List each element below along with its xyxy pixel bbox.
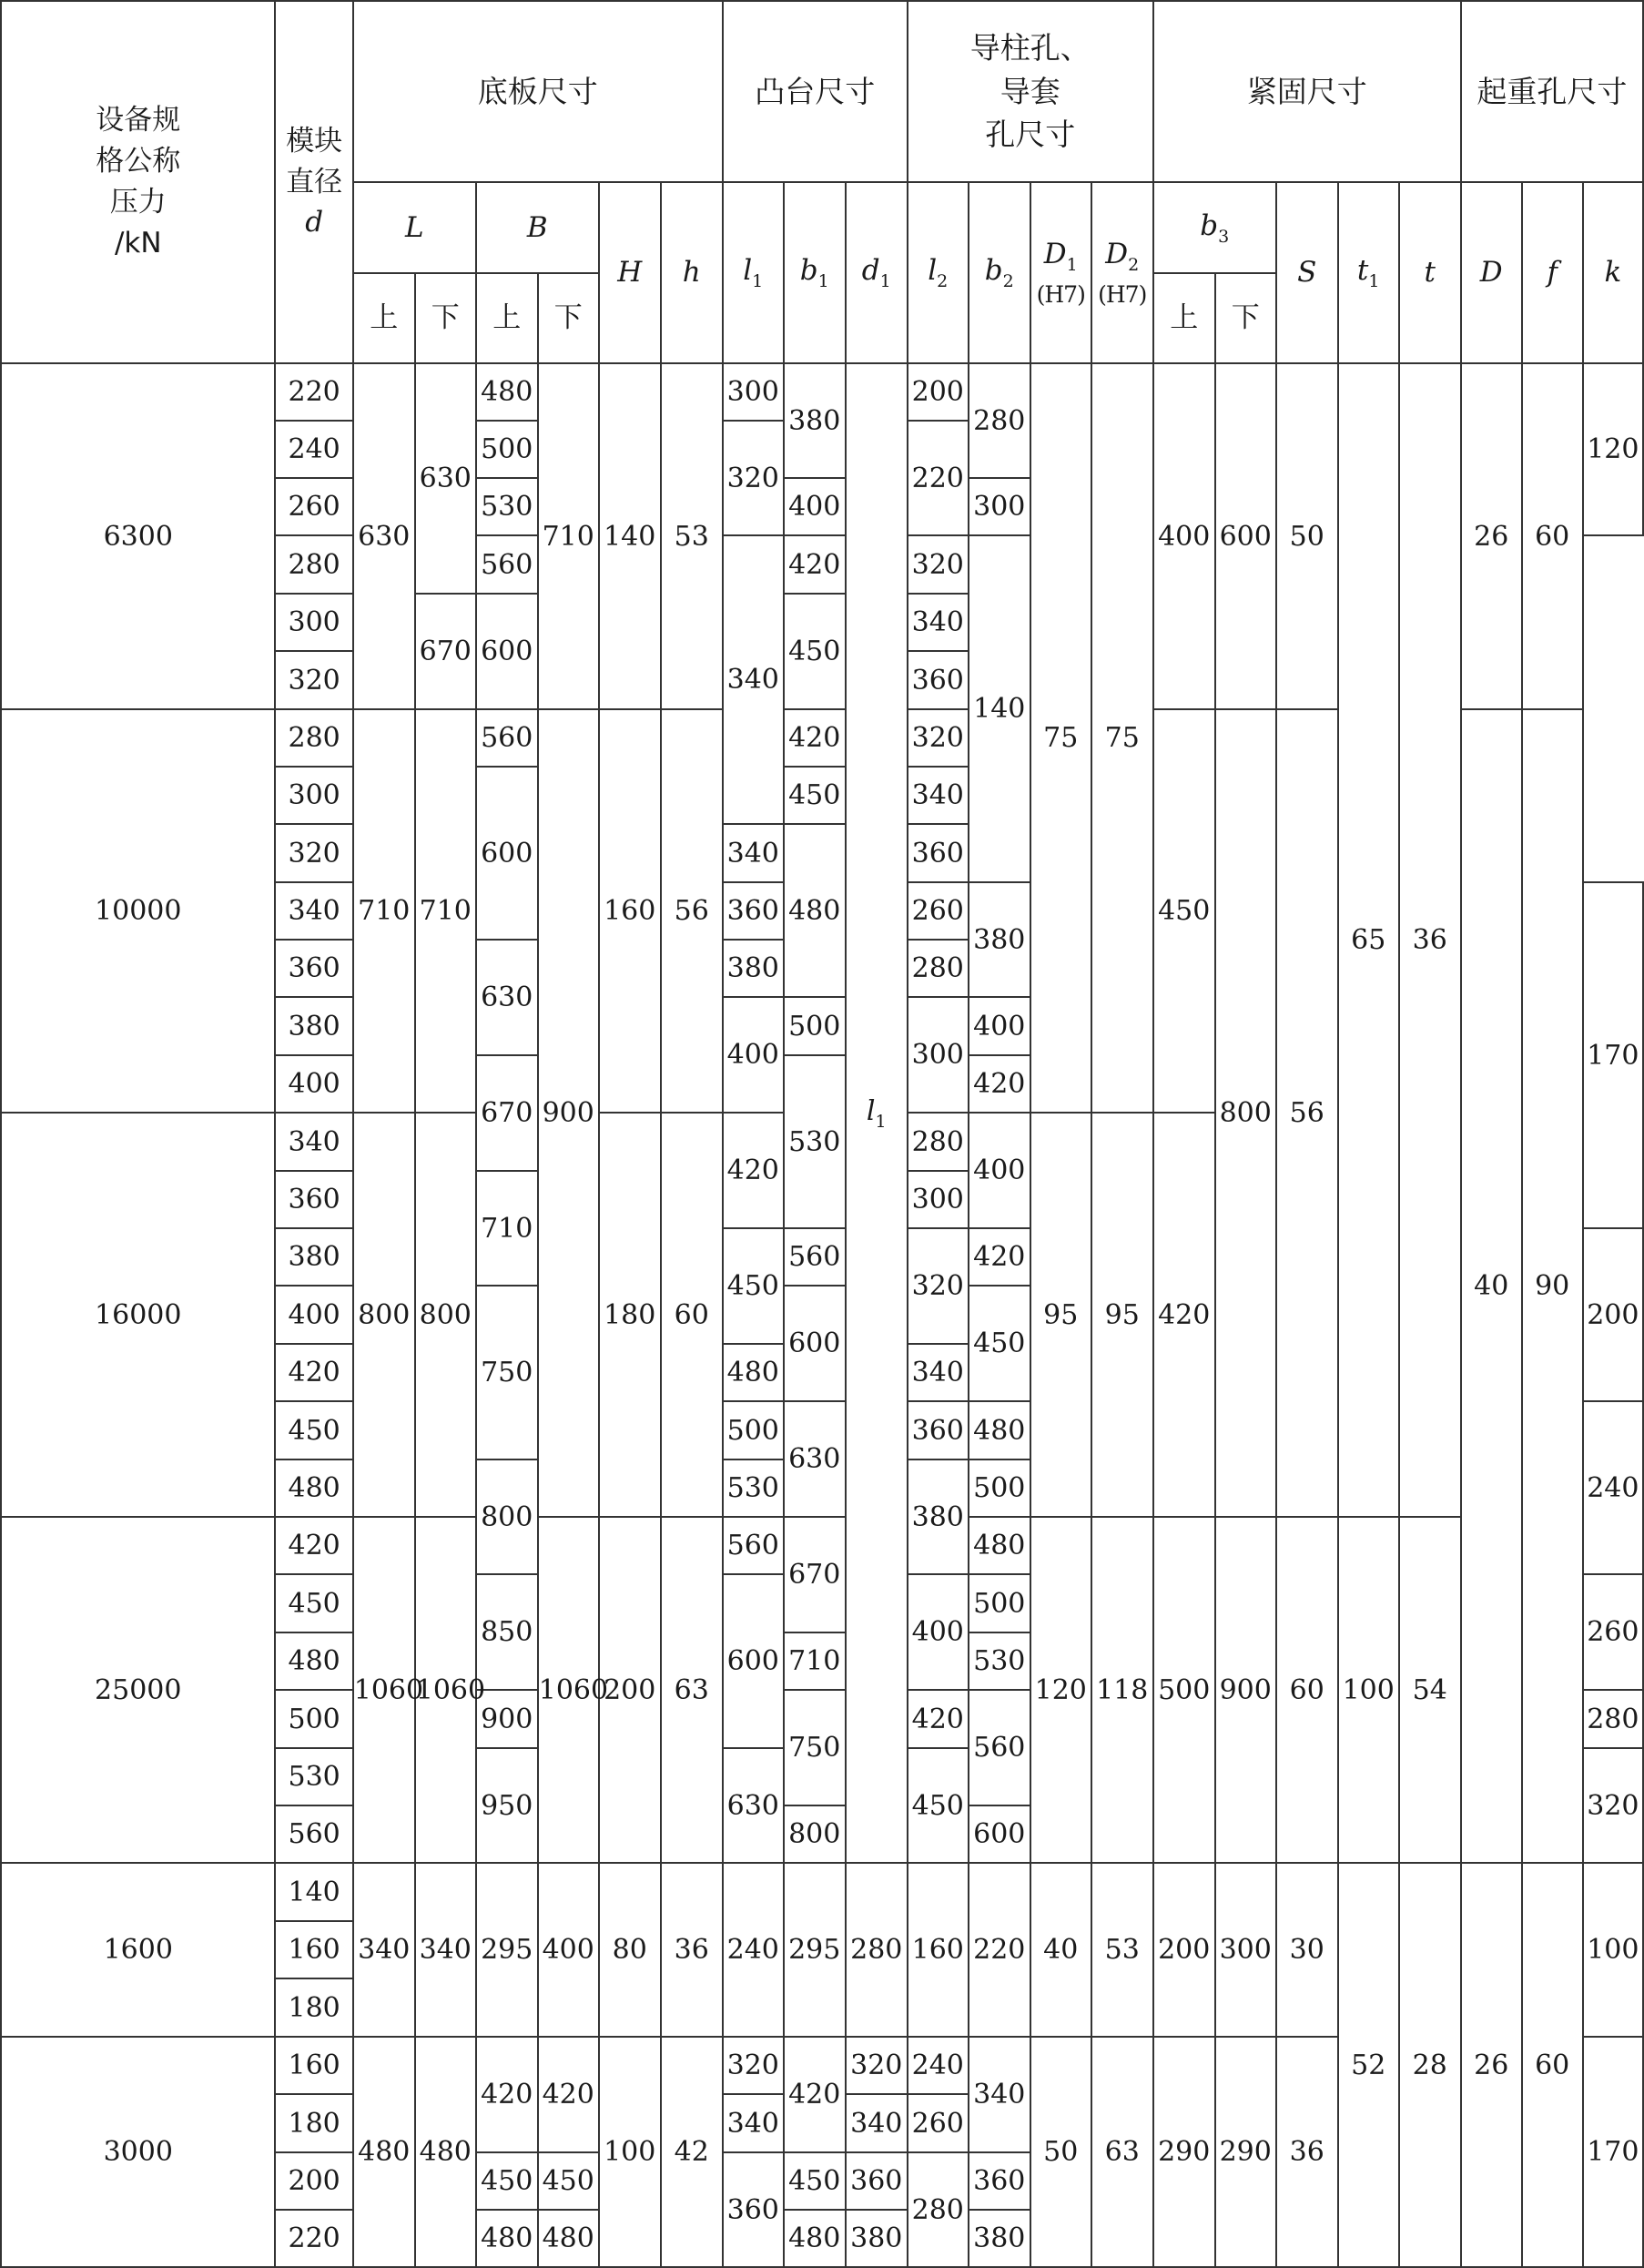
B-lower-cell: 480 (538, 2210, 599, 2267)
B-lower-cell: 400 (538, 1863, 599, 2037)
header-H: H (599, 182, 661, 363)
k-cell: 140 (969, 535, 1030, 882)
l2-cell: 360 (908, 1401, 969, 1459)
d-cell: 400 (275, 1286, 352, 1344)
D-cell: 26 (1461, 363, 1522, 709)
b3-lower-cell: 600 (1215, 363, 1276, 709)
b2-cell: 380 (969, 2210, 1030, 2267)
l1-cell: 630 (723, 1748, 784, 1863)
rating-cell: 10000 (1, 709, 275, 1113)
B-lower-cell: 420 (538, 2037, 599, 2152)
table-body (1, 363, 1643, 2267)
d-cell: 400 (275, 1055, 352, 1113)
L-lower-cell: 710 (415, 709, 476, 1113)
header-t1: $t_1$ (1338, 182, 1399, 363)
H-cell: 160 (599, 709, 661, 1113)
t1-cell: 65 (1338, 363, 1399, 1517)
header-h: h (661, 182, 723, 363)
l2-cell: 240 (908, 2037, 969, 2094)
d-cell: 360 (275, 1171, 352, 1228)
D-cell: 26 (1461, 1863, 1522, 2267)
B-upper-cell: 480 (476, 363, 538, 421)
S-cell: 60 (1276, 1517, 1338, 1863)
b1-cell: 560 (784, 1228, 846, 1286)
header-t: t (1399, 182, 1461, 363)
f-cell: 90 (1522, 709, 1583, 1863)
header-S: S (1276, 182, 1338, 363)
l2-cell: 280 (908, 1113, 969, 1171)
l1-cell: 500 (723, 1401, 784, 1459)
d-cell: 340 (275, 882, 352, 940)
b2-cell: 340 (969, 2037, 1030, 2152)
L-lower-cell: 800 (415, 1113, 476, 1517)
l2-cell: 450 (908, 1748, 969, 1863)
l1-cell: 400 (723, 997, 784, 1113)
b3-lower-cell: 900 (1215, 1517, 1276, 1863)
d-cell: 220 (275, 363, 352, 421)
l1-cell: 450 (723, 1228, 784, 1344)
l1-cell: 340 (723, 2094, 784, 2152)
B-upper-cell: 670 (476, 1055, 538, 1171)
d-cell: 380 (275, 997, 352, 1055)
d-cell: 180 (275, 2094, 352, 2152)
D2-cell: 63 (1091, 2037, 1153, 2267)
L-lower-cell: 630 (415, 363, 476, 594)
D2-cell: 95 (1091, 1113, 1153, 1517)
H-cell: 200 (599, 1517, 661, 1863)
header-D1: $D_1$ (H7) (1030, 182, 1091, 363)
L-upper-cell: 340 (353, 1863, 415, 2037)
header-base-plate: 底板尺寸 (353, 1, 723, 182)
l1-cell: 300 (723, 363, 784, 421)
b3-lower-cell: 300 (1215, 1863, 1276, 2037)
L-upper-cell: 630 (353, 363, 415, 709)
h-cell: 60 (661, 1113, 723, 1517)
b1-cell: 480 (784, 824, 846, 997)
d-cell: 480 (275, 1632, 352, 1690)
l1-cell: 560 (723, 1517, 784, 1574)
l2-cell: 420 (908, 1690, 969, 1748)
b2-cell: 560 (969, 1690, 1030, 1805)
b3-lower-cell: 290 (1215, 2037, 1276, 2267)
header-l1: $l_1$ (723, 182, 784, 363)
header-B: B (476, 182, 599, 273)
d-cell: 380 (275, 1228, 352, 1286)
b1-cell: 630 (784, 1401, 846, 1517)
d-cell: 450 (275, 1574, 352, 1632)
l2-cell: 300 (908, 997, 969, 1113)
d-cell: 200 (275, 2152, 352, 2210)
d-cell: 180 (275, 1978, 352, 2037)
h-cell: 56 (661, 709, 723, 1113)
header-b3: $b_3$ (1153, 182, 1276, 273)
b2-cell: 320 (908, 535, 969, 594)
d-cell: 260 (275, 478, 352, 535)
d-cell: 280 (275, 709, 352, 767)
l1-cell: 480 (723, 1344, 784, 1401)
l2-cell: 380 (908, 1459, 969, 1574)
b3-upper-cell: 200 (1153, 1863, 1215, 2037)
header-boss: 凸台尺寸 (723, 1, 908, 182)
B-upper-cell: 900 (476, 1690, 538, 1748)
D2-cell: 118 (1091, 1517, 1153, 1863)
B-lower-cell: 1060 (538, 1517, 599, 1863)
d-cell: 560 (275, 1805, 352, 1863)
l2-cell: 160 (908, 1863, 969, 2037)
L-upper-cell: 480 (353, 2037, 415, 2267)
d1-cell: 360 (846, 2152, 908, 2210)
l1-cell: 240 (723, 1863, 784, 2037)
l1-cell: 360 (723, 2152, 784, 2267)
b1-cell: 400 (784, 478, 846, 535)
L-upper-cell: 710 (353, 709, 415, 1113)
l1-cell: 360 (723, 882, 784, 940)
k-cell: 240 (1583, 1401, 1643, 1574)
d-cell: 360 (275, 940, 352, 997)
d-cell: 420 (275, 1517, 352, 1574)
k-cell: 100 (1583, 1863, 1643, 2037)
header-L-lower: 下 (415, 273, 476, 363)
header-B-upper: 上 (476, 273, 538, 363)
d1-cell: 380 (846, 2210, 908, 2267)
l1-cell: 340 (723, 535, 784, 824)
B-lower-cell: 900 (538, 709, 599, 1517)
b3-upper-cell: 420 (1153, 1113, 1215, 1517)
d-cell: 450 (275, 1401, 352, 1459)
L-upper-cell: 1060 (353, 1517, 415, 1863)
header-D2: $D_2$ (H7) (1091, 182, 1153, 363)
d-cell: 320 (275, 824, 352, 882)
t1-cell: 100 (1338, 1517, 1399, 1863)
l2-cell: 260 (908, 2094, 969, 2152)
header-b1: $b_1$ (784, 182, 846, 363)
header-lifting-holes: 起重孔尺寸 (1461, 1, 1643, 182)
L-upper-cell: 800 (353, 1113, 415, 1517)
H-cell: 140 (599, 363, 661, 709)
B-upper-cell: 560 (476, 709, 538, 767)
D1-cell: 50 (1030, 2037, 1091, 2267)
D2-cell: 53 (1091, 1863, 1153, 2037)
table-header (1, 1, 1643, 363)
h-cell: 36 (661, 1863, 723, 2037)
d-cell: 160 (275, 1921, 352, 1978)
B-upper-cell: 800 (476, 1459, 538, 1574)
H-cell: 180 (599, 1113, 661, 1517)
t1-cell: 52 (1338, 1863, 1399, 2267)
rating-cell: 6300 (1, 363, 275, 709)
l2-cell: 280 (908, 940, 969, 997)
B-lower-cell: 450 (538, 2152, 599, 2210)
b2-cell: 220 (969, 1863, 1030, 2037)
d1-cell: 340 (846, 2094, 908, 2152)
L-lower-cell: 480 (415, 2037, 476, 2267)
S-cell: 30 (1276, 1863, 1338, 2037)
B-upper-cell: 630 (476, 940, 538, 1055)
t-cell: 54 (1399, 1517, 1461, 1863)
B-upper-cell: 750 (476, 1286, 538, 1459)
b1-cell: 600 (784, 1286, 846, 1401)
l1-cell: 600 (723, 1574, 784, 1748)
b2-cell: 320 (908, 709, 969, 767)
header-guide-holes: 导柱孔、 导套 孔尺寸 (908, 1, 1153, 182)
d-cell: 160 (275, 2037, 352, 2094)
b3-upper-cell: 400 (1153, 363, 1215, 709)
b1-cell: 480 (784, 2210, 846, 2267)
b2-cell: 600 (969, 1805, 1030, 1863)
b2-cell: 340 (908, 767, 969, 824)
k-cell: 320 (1583, 1748, 1643, 1863)
k-cell: 170 (1583, 882, 1643, 1228)
b2-cell: 420 (969, 1228, 1030, 1286)
header-b2: $b_2$ (969, 182, 1030, 363)
l1-cell: 320 (723, 2037, 784, 2094)
header-f: f (1522, 182, 1583, 363)
t-cell: 36 (1399, 363, 1461, 1517)
b1-cell: 800 (784, 1805, 846, 1863)
D1-cell: 40 (1030, 1863, 1091, 2037)
header-L: L (353, 182, 476, 273)
l2-cell: 400 (908, 1574, 969, 1690)
b2-cell: 530 (969, 1632, 1030, 1690)
d-cell: 220 (275, 2210, 352, 2267)
k-cell: 260 (1583, 1574, 1643, 1690)
b2-cell: 450 (969, 1286, 1030, 1401)
l2-cell: 300 (908, 1171, 969, 1228)
d-cell: 530 (275, 1748, 352, 1805)
b2-cell: 280 (969, 363, 1030, 478)
d-cell: 300 (275, 594, 352, 651)
B-upper-cell: 710 (476, 1171, 538, 1286)
header-l2: $l_2$ (908, 182, 969, 363)
k-cell: 120 (1583, 363, 1643, 535)
b2-cell: 500 (969, 1459, 1030, 1517)
rating-cell: 1600 (1, 1863, 275, 2037)
h-cell: 53 (661, 363, 723, 709)
b3-upper-cell: 450 (1153, 709, 1215, 1113)
D1-cell: 95 (1030, 1113, 1091, 1517)
l2-cell: 260 (908, 882, 969, 940)
b3-upper-cell: 290 (1153, 2037, 1215, 2267)
l2-cell: 220 (908, 421, 969, 535)
b1-cell: 295 (784, 1863, 846, 2037)
l1-cell: 320 (723, 421, 784, 535)
b1-cell: 710 (784, 1632, 846, 1690)
header-die-diameter: 模块 直径 d (275, 1, 352, 363)
S-cell: 36 (1276, 2037, 1338, 2267)
b2-cell: 360 (908, 824, 969, 882)
b2-cell: 300 (969, 478, 1030, 535)
d-cell: 320 (275, 651, 352, 709)
b1-cell: 420 (784, 2037, 846, 2152)
b2-cell: 480 (969, 1401, 1030, 1459)
S-cell: 50 (1276, 363, 1338, 709)
k-cell: 280 (1583, 1690, 1643, 1748)
header-b3-upper: 上 (1153, 273, 1215, 363)
rating-cell: 3000 (1, 2037, 275, 2267)
B-upper-cell: 560 (476, 535, 538, 594)
b2-cell: 340 (908, 594, 969, 651)
header-rating: 设备规 格公称 压力 /kN (1, 1, 275, 363)
B-upper-cell: 420 (476, 2037, 538, 2152)
f-cell: 60 (1522, 363, 1583, 709)
S-cell: 56 (1276, 709, 1338, 1517)
H-cell: 80 (599, 1863, 661, 2037)
k-cell: 170 (1583, 2037, 1643, 2267)
t-cell: 28 (1399, 1863, 1461, 2267)
b2-cell: 420 (969, 1055, 1030, 1113)
l2-cell: 340 (908, 1344, 969, 1401)
b2-cell: 360 (908, 651, 969, 709)
B-upper-cell: 850 (476, 1574, 538, 1690)
b1-cell: 500 (784, 997, 846, 1055)
D-cell: 40 (1461, 709, 1522, 1863)
d-cell: 480 (275, 1459, 352, 1517)
B-upper-cell: 600 (476, 767, 538, 940)
b1-cell: 450 (784, 594, 846, 709)
b2-cell: 400 (969, 997, 1030, 1055)
header-L-upper: 上 (353, 273, 415, 363)
header-b3-lower: 下 (1215, 273, 1276, 363)
b1-cell: 450 (784, 767, 846, 824)
header-B-lower: 下 (538, 273, 599, 363)
B-upper-cell: 450 (476, 2152, 538, 2210)
k-cell: 200 (1583, 1228, 1643, 1401)
b2-cell: 360 (969, 2152, 1030, 2210)
B-upper-cell: 950 (476, 1748, 538, 1863)
b3-upper-cell: 500 (1153, 1517, 1215, 1863)
b2-cell: 500 (969, 1574, 1030, 1632)
l2-cell: 280 (908, 2152, 969, 2267)
D1-cell: 120 (1030, 1517, 1091, 1863)
h-cell: 63 (661, 1517, 723, 1863)
l1-cell: 530 (723, 1459, 784, 1517)
h-cell: 42 (661, 2037, 723, 2267)
d-cell: 420 (275, 1344, 352, 1401)
l1-cell: 380 (723, 940, 784, 997)
b2-cell: 480 (969, 1517, 1030, 1574)
d1-cell: 280 (846, 1863, 908, 2037)
d-cell: 280 (275, 535, 352, 594)
B-upper-cell: 530 (476, 478, 538, 535)
l2-cell: 200 (908, 363, 969, 421)
b1-cell: 750 (784, 1690, 846, 1805)
L-lower-cell: 340 (415, 1863, 476, 2037)
b1-cell: 670 (784, 1517, 846, 1632)
d-cell: 500 (275, 1690, 352, 1748)
H-cell: 100 (599, 2037, 661, 2267)
D2-cell: 75 (1091, 363, 1153, 1113)
L-lower-cell: 1060 (415, 1517, 476, 1863)
b1-cell: 380 (784, 363, 846, 478)
f-cell: 60 (1522, 1863, 1583, 2267)
b2-cell: 400 (969, 1113, 1030, 1228)
d-cell: 240 (275, 421, 352, 478)
B-upper-cell: 295 (476, 1863, 538, 2037)
B-upper-cell: 480 (476, 2210, 538, 2267)
d1-cell: 320 (846, 2037, 908, 2094)
b1-cell: 530 (784, 1055, 846, 1228)
d1-cell: $l_1$ (846, 363, 908, 1863)
B-upper-cell: 500 (476, 421, 538, 478)
D1-cell: 75 (1030, 363, 1091, 1113)
b1-cell: 420 (784, 709, 846, 767)
rating-cell: 16000 (1, 1113, 275, 1517)
b3-lower-cell: 800 (1215, 709, 1276, 1517)
rating-cell: 25000 (1, 1517, 275, 1863)
B-upper-cell: 600 (476, 594, 538, 709)
L-lower-cell: 670 (415, 594, 476, 709)
l2-cell: 320 (908, 1228, 969, 1344)
b1-cell: 450 (784, 2152, 846, 2210)
b1-cell: 420 (784, 535, 846, 594)
b2-cell: 380 (969, 882, 1030, 997)
l1-cell: 420 (723, 1113, 784, 1228)
header-fastening: 紧固尺寸 (1153, 1, 1461, 182)
l1-cell: 340 (723, 824, 784, 882)
B-lower-cell: 710 (538, 363, 599, 709)
header-k: k (1583, 182, 1643, 363)
d-cell: 300 (275, 767, 352, 824)
header-D: D (1461, 182, 1522, 363)
d-cell: 140 (275, 1863, 352, 1921)
header-d1: $d_1$ (846, 182, 908, 363)
d-cell: 340 (275, 1113, 352, 1171)
